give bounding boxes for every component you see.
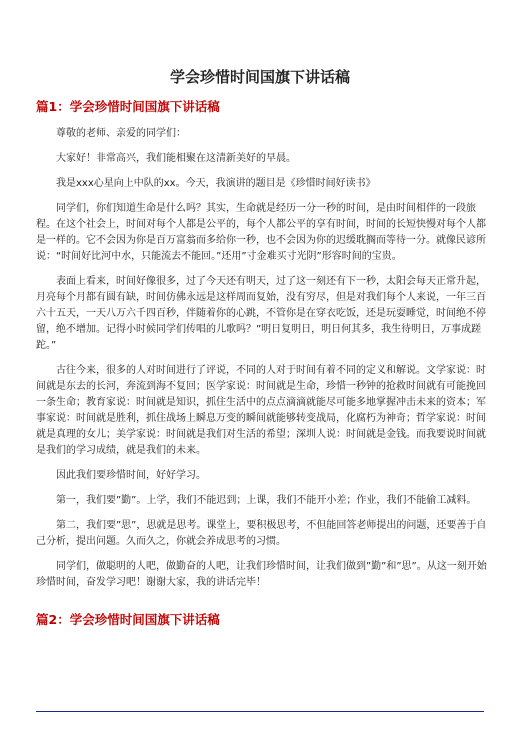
paragraph-first: 第一，我们要”勤”。上学，我们不能迟到；上课，我们不能开小差；作业，我们不能偷工减料。 bbox=[56, 495, 477, 506]
document-title: 学会珍惜时间国旗下讲话稿 bbox=[169, 68, 350, 86]
body-text bbox=[36, 126, 488, 600]
paragraph-greeting: 大家好！非常高兴，我们能相聚在这清新美好的早晨。 bbox=[56, 153, 296, 164]
footer-rule bbox=[36, 711, 484, 712]
paragraph-intro: 我是xxx心星向上中队的xx。今天，我演讲的题目是《珍惜时间好读书》 bbox=[56, 178, 376, 189]
paragraph-surface: 表面上看来，时间好像很多，过了今天还有明天，过了这一刻还有下一秒，太阳会每天正常升起，月亮每个月都有圆有缺，时间仿佛永远是这样周而复始，没有穷尽，但是对我们每个人来说，一年三百六十五天，一天八万六千四百秒，伴随着你的心跳，不管你是在穿衣吃饭，还是玩耍睡觉，时间绝不停留，绝不增加。记得小时候同学们传唱的儿歌吗？”明日复明日，明日何其多，我生待明日，万事成蹉跎。” bbox=[36, 276, 486, 351]
paragraph-second: 第二，我们要”思”，思就是思考。课堂上，要积极思考，不但能回答老师提出的问题，还要善于自己分析，提出问题。久而久之，你就会养成思考的习惯。 bbox=[36, 520, 487, 547]
paragraph-life: 同学们，你们知道生命是什么吗？其实，生命就是经历一分一秒的时间，是由时间相伴的一段旅程。在这个社会上，时间对每个人都是公平的，每个人都公平的享有时间，时间的长短快慢对每个人都是一样的。它不会因为你是百万富翁而多给你一秒，也不会因为你的迟缓耽搁而等待一分。就像民谚所说：“时间好比河中水，只能流去不能回。”还用”寸金难买寸光阴”形容时间的宝贵。 bbox=[36, 203, 486, 262]
paragraph-salutation: 尊敬的老师、亲爱的同学们： bbox=[56, 128, 186, 139]
paragraph-therefore: 因此我们要珍惜时间，好好学习。 bbox=[56, 470, 206, 481]
paragraph-definitions: 古往今来，很多的人对时间进行了评说，不同的人对于时间有着不同的定义和解说。文学家说：时间就是东去的长河，奔流到海不复回；医学家说：时间就是生命，珍惜一秒钟的抢救时间就有可能挽回一条生命；教育家说：时间就是知识，抓住生活中的点点滴滴就能尽可能多地掌握冲击未来的资本；军事家说：时间就是胜利，抓住战场上瞬息万变的瞬间就能够转变战局，化腐朽为神奇；哲学家说：时间就是真理的女儿；美学家说：时间就是我们对生活的希望；深圳人说：时间就是金钱。而我要说时间就是我们的学习成绩，就是我们的未来。 bbox=[36, 365, 486, 456]
paragraph-closing: 同学们，做聪明的人吧，做勤奋的人吧，让我们珍惜时间，让我们做到”勤”和”思”。从这一刻开始珍惜时间，奋发学习吧！谢谢大家，我的讲话完毕！ bbox=[36, 561, 487, 588]
section-heading-2: 篇2：学会珍惜时间国旗下讲话稿 bbox=[36, 612, 220, 627]
section-heading-1: 篇1：学会珍惜时间国旗下讲话稿 bbox=[36, 99, 220, 114]
